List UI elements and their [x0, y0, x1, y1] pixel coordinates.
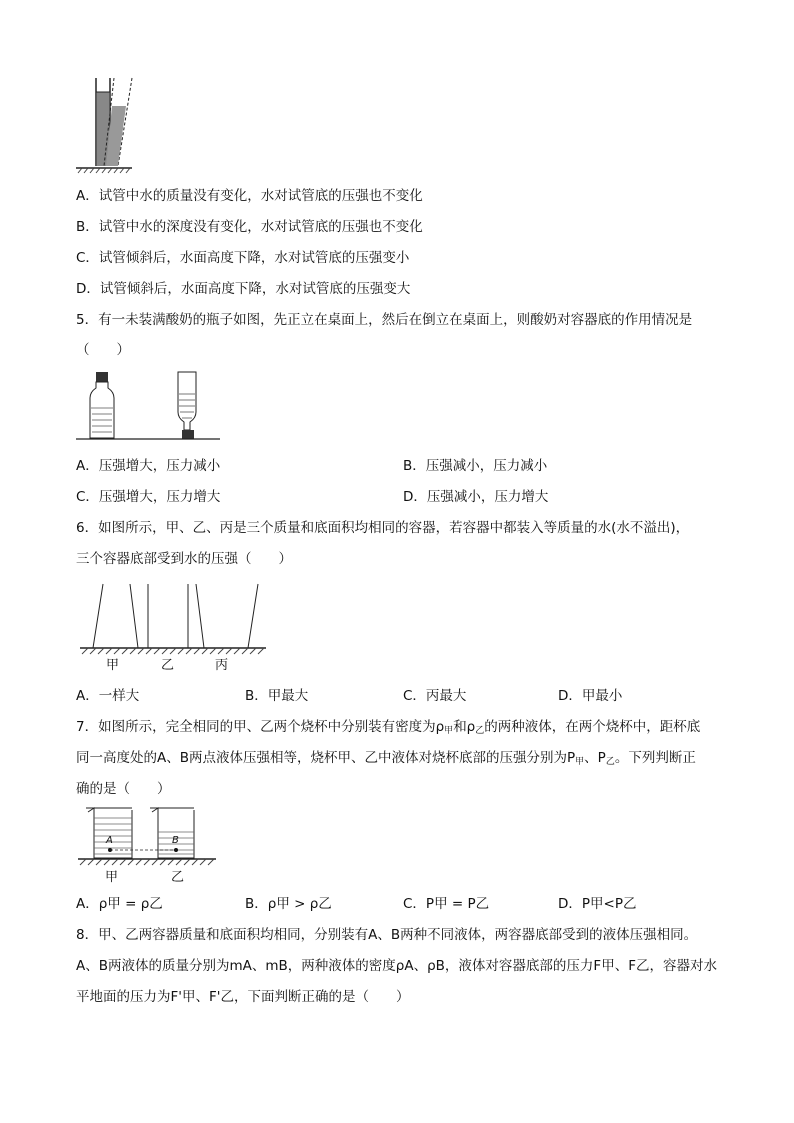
q8-line2: A、B两液体的质量分别为mA、mB，两种液体的密度ρA、ρB，液体对容器底部的压力F甲、F乙，容器对水: [76, 958, 717, 974]
q5-option-b: B．压强减小，压力减小: [403, 458, 548, 474]
containers-figure: [78, 582, 268, 658]
beakers-figure: [76, 806, 218, 868]
q6-label-jia: 甲: [106, 658, 120, 673]
q7-stem-line2: 同一高度处的A、B两点液体压强相等，烧杯甲、乙中液体对烧杯底部的压强分别为$P_甲$、$P_乙$。下列判断正: [76, 750, 696, 767]
q7-label-jia: 甲: [105, 870, 119, 885]
q7-option-d: D．P甲<P乙: [558, 896, 637, 912]
q5-stem-line1: 5．有一未装满酸奶的瓶子如图，先正立在桌面上，然后在倒立在桌面上，则酸奶对容器底的作用情况是: [76, 312, 693, 328]
q7-point-b: B: [172, 835, 179, 846]
q7-stem-line1: 7．如图所示，完全相同的甲、乙两个烧杯中分别装有密度为$\rho_甲$和$\rho_乙$的两种液体，在两个烧杯中，距杯底: [76, 719, 701, 736]
test-tube-figure: [70, 76, 150, 176]
q5-option-c: C．压强增大，压力增大: [76, 489, 221, 505]
q6-option-c: C．丙最大: [403, 688, 467, 704]
q4-option-b: B．试管中水的深度没有变化，水对试管底的压强也不变化: [76, 219, 423, 235]
q5-option-d: D．压强减小，压力增大: [403, 489, 549, 505]
q4-option-a: A．试管中水的质量没有变化，水对试管底的压强也不变化: [76, 188, 423, 204]
q7-option-c: C．P甲 = P乙: [403, 896, 490, 912]
q6-option-b: B．甲最大: [245, 688, 309, 704]
q5-stem-line2: （ ）: [76, 342, 130, 358]
q6-label-bing: 丙: [215, 658, 229, 673]
q4-option-c: C．试管倾斜后，水面高度下降，水对试管底的压强变小: [76, 250, 410, 266]
q7-option-b: B．ρ甲 > ρ乙: [245, 896, 332, 912]
q6-option-a: A．一样大: [76, 688, 140, 704]
q5-option-a: A．压强增大，压力减小: [76, 458, 221, 474]
q8-line3: 平地面的压力为F'甲、F'乙，下面判断正确的是（ ）: [76, 989, 410, 1005]
q7-option-a: A．ρ甲 = ρ乙: [76, 896, 163, 912]
q7-stem-line3: 确的是（ ）: [76, 781, 171, 797]
q6-option-d: D．甲最小: [558, 688, 623, 704]
q7-point-a: A: [106, 835, 113, 846]
q6-stem-line1: 6．如图所示，甲、乙、丙是三个质量和底面积均相同的容器，若容器中都装入等质量的水(水不溢出)，: [76, 520, 690, 536]
q7-label-yi: 乙: [171, 870, 185, 885]
q8-line1: 8．甲、乙两容器质量和底面积均相同，分别装有A、B两种不同液体，两容器底部受到的液体压强相同。: [76, 927, 698, 943]
q6-stem-line2: 三个容器底部受到水的压强（ ）: [76, 551, 292, 567]
q6-label-yi: 乙: [161, 658, 175, 673]
bottle-figure: [74, 368, 224, 444]
q4-option-d: D．试管倾斜后，水面高度下降，水对试管底的压强变大: [76, 281, 411, 297]
